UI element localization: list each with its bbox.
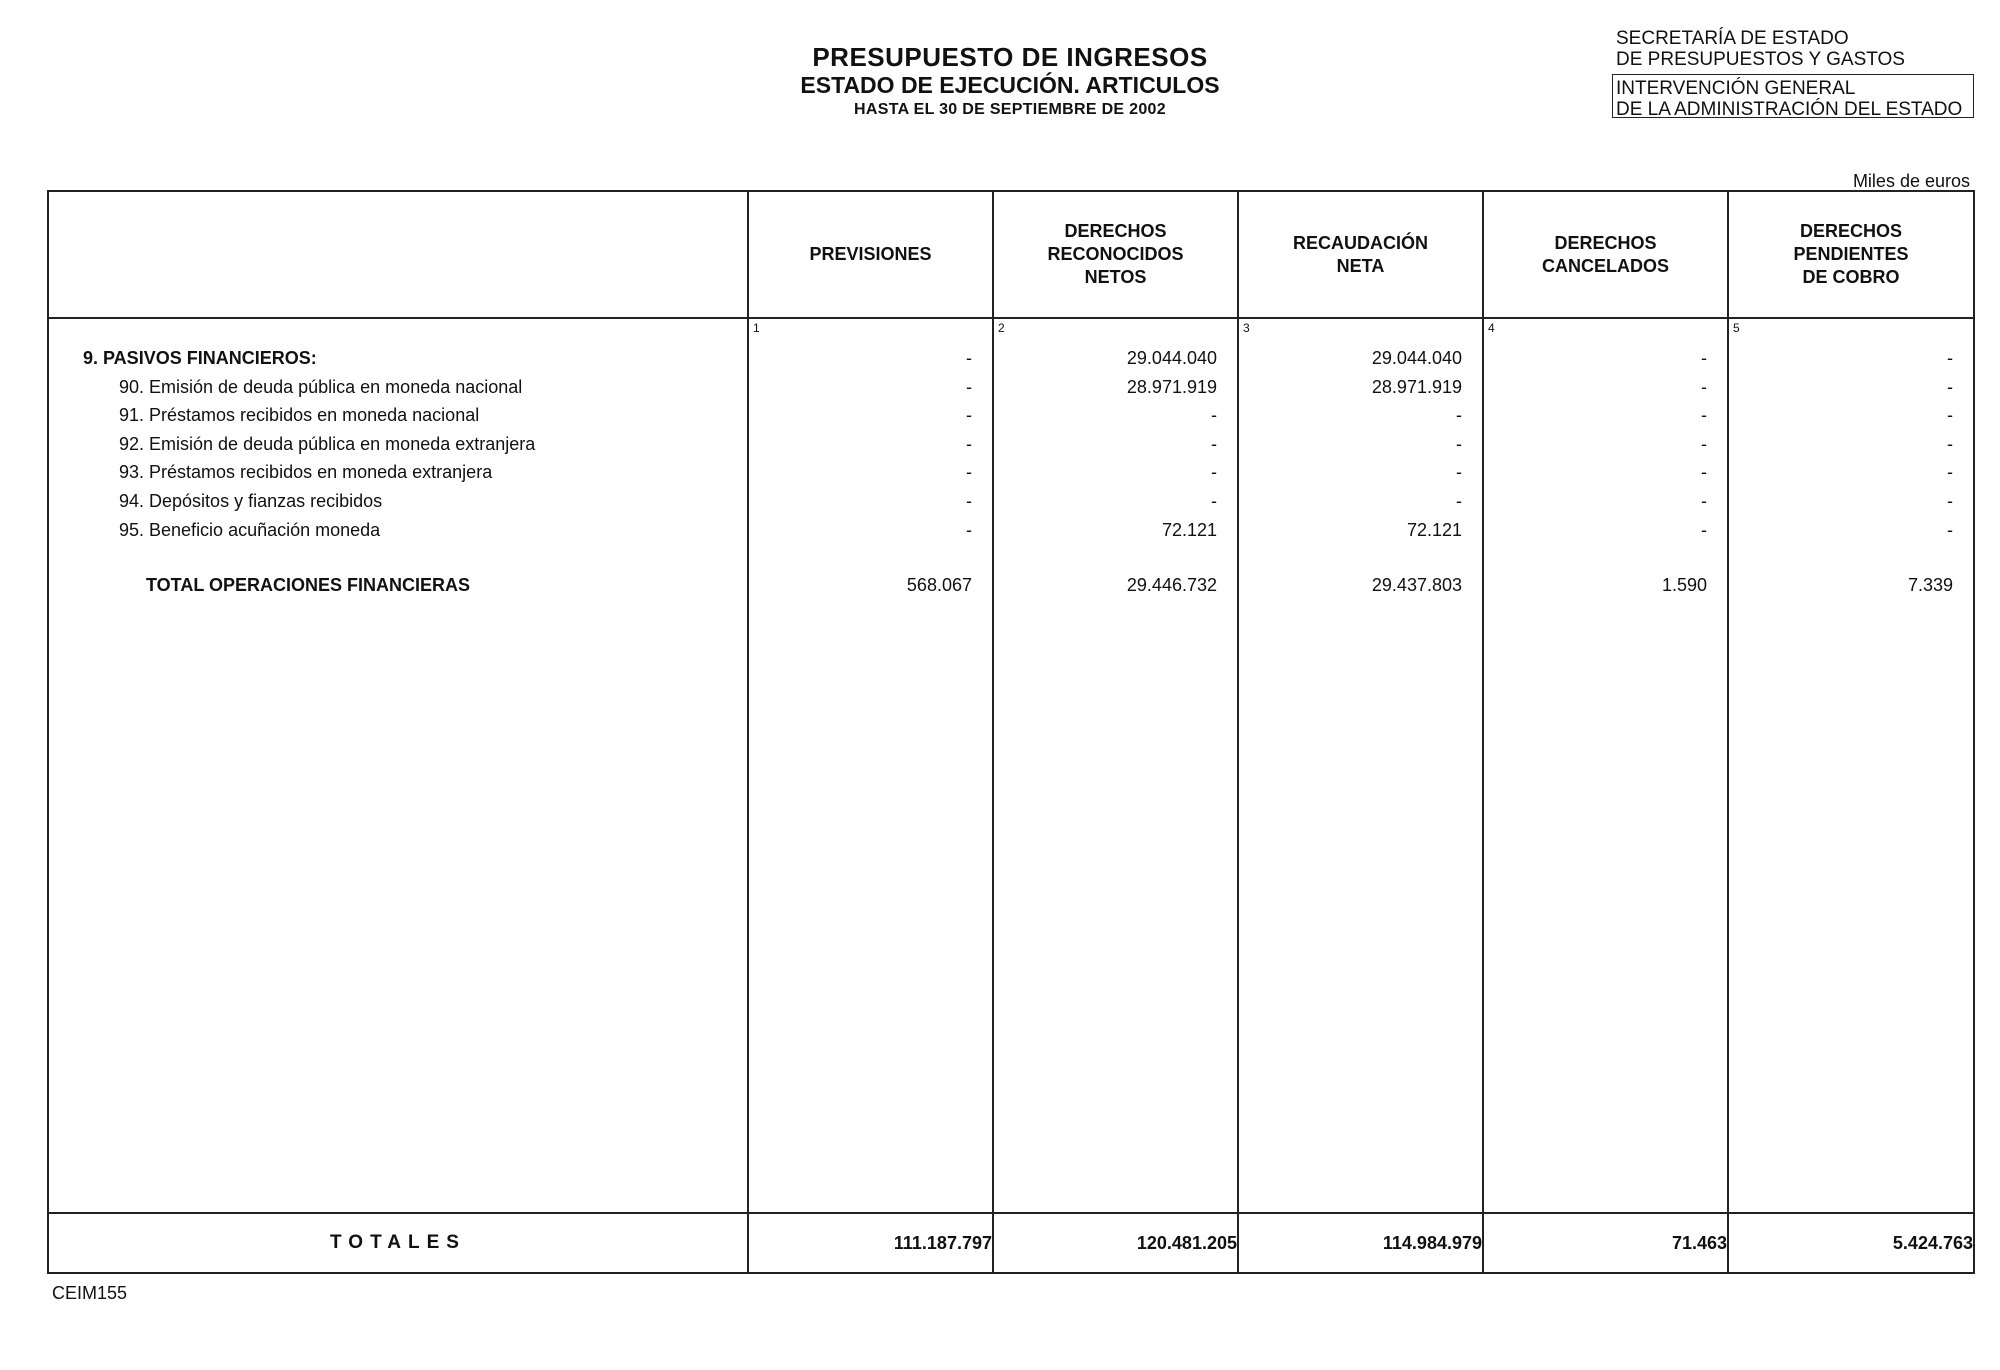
column-number: 1 [753, 321, 760, 335]
cell: - [1947, 462, 1953, 483]
cell: - [966, 433, 972, 454]
total-ops-cell: 7.339 [1907, 575, 1953, 596]
total-ops-cell: 29.446.732 [1126, 575, 1217, 596]
total-ops-cell: 1.590 [1661, 575, 1707, 596]
cell: - [1947, 376, 1953, 397]
row-label: 95. Beneficio acuñación moneda [119, 519, 381, 540]
header-previsiones: PREVISIONES [748, 191, 993, 318]
cell: - [1211, 405, 1217, 426]
cell: 72.121 [1406, 519, 1462, 540]
cell: - [1211, 433, 1217, 454]
cell: - [1701, 376, 1707, 397]
budget-table [47, 190, 1975, 1274]
cell: - [966, 348, 972, 368]
cell: - [966, 376, 972, 397]
cell: - [1211, 490, 1217, 511]
cell: - [1701, 519, 1707, 540]
value-column-3 [1238, 318, 1483, 1213]
row-label: 94. Depósitos y fianzas recibidos [119, 490, 383, 511]
cell: - [1701, 490, 1707, 511]
cell: 72.121 [1161, 519, 1217, 540]
org-line-2: DE PRESUPUESTOS Y GASTOS [1616, 49, 1905, 70]
value-column-5 [1728, 318, 1974, 1213]
cell: - [1456, 405, 1462, 426]
cell: - [1701, 405, 1707, 426]
header-recaudacion: RECAUDACIÓN NETA [1238, 191, 1483, 318]
header-derechos-pendientes: DERECHOS PENDIENTES DE COBRO [1728, 191, 1974, 318]
totals-cell: 71.463 [1483, 1213, 1728, 1273]
cell: - [1456, 433, 1462, 454]
report-title-block [740, 42, 1280, 121]
org-line-4: DE LA ADMINISTRACIÓN DEL ESTADO [1616, 99, 1963, 120]
column-number: 2 [998, 321, 1005, 335]
cell: - [966, 462, 972, 483]
description-column [48, 318, 748, 1213]
cell: - [966, 490, 972, 511]
column-number: 3 [1243, 321, 1250, 335]
row-label: 93. Préstamos recibidos en moneda extranjera [119, 462, 493, 483]
totals-cell: 114.984.979 [1238, 1213, 1483, 1273]
units-label: Miles de euros [1852, 171, 1970, 191]
report-period: HASTA EL 30 DE SEPTIEMBRE DE 2002 [854, 101, 1166, 118]
cell: 29.044.040 [1371, 348, 1462, 368]
table-header-row [48, 191, 1974, 318]
org-line-1: SECRETARÍA DE ESTADO [1616, 28, 1849, 49]
row-label: 92. Emisión de deuda pública en moneda extranjera [119, 433, 536, 454]
total-ops-cell: 29.437.803 [1371, 575, 1462, 596]
column-number: 5 [1733, 321, 1740, 335]
totals-cell: 120.481.205 [993, 1213, 1238, 1273]
totals-row [48, 1213, 1974, 1273]
totals-cell: 5.424.763 [1728, 1213, 1974, 1273]
value-column-4 [1483, 318, 1728, 1213]
value-column-2 [993, 318, 1238, 1213]
form-code: CEIM155 [52, 1283, 128, 1303]
cell: - [1947, 348, 1953, 368]
cell: - [966, 405, 972, 426]
value-column-1 [748, 318, 993, 1213]
row-label: 91. Préstamos recibidos en moneda nacional [119, 405, 480, 426]
total-ops-cell: 568.067 [906, 575, 972, 596]
report-title: PRESUPUESTO DE INGRESOS [812, 42, 1208, 72]
cell: 28.971.919 [1371, 376, 1462, 397]
table-body-row [48, 318, 1974, 1213]
report-subtitle: ESTADO DE EJECUCIÓN. ARTICULOS [800, 72, 1220, 98]
header-derechos-reconocidos: DERECHOS RECONOCIDOS NETOS [993, 191, 1238, 318]
header-derechos-cancelados: DERECHOS CANCELADOS [1483, 191, 1728, 318]
header-description [48, 191, 748, 318]
cell: - [1456, 490, 1462, 511]
row-label: 90. Emisión de deuda pública en moneda nacional [119, 376, 523, 397]
column-number: 4 [1488, 321, 1495, 335]
cell: - [1947, 519, 1953, 540]
cell: - [1701, 462, 1707, 483]
org-line-3: INTERVENCIÓN GENERAL [1616, 78, 1856, 99]
cell: - [1947, 490, 1953, 511]
cell: - [1701, 433, 1707, 454]
cell: - [1456, 462, 1462, 483]
cell: - [1947, 405, 1953, 426]
row-label: 9. PASIVOS FINANCIEROS: [83, 348, 317, 368]
cell: - [1701, 348, 1707, 368]
cell: - [966, 519, 972, 540]
cell: 29.044.040 [1126, 348, 1217, 368]
cell: - [1947, 433, 1953, 454]
cell: 28.971.919 [1126, 376, 1217, 397]
totals-cell: 111.187.797 [748, 1213, 993, 1273]
total-ops-label: TOTAL OPERACIONES FINANCIERAS [146, 575, 471, 596]
totals-label: TOTALES [48, 1213, 748, 1273]
cell: - [1211, 462, 1217, 483]
